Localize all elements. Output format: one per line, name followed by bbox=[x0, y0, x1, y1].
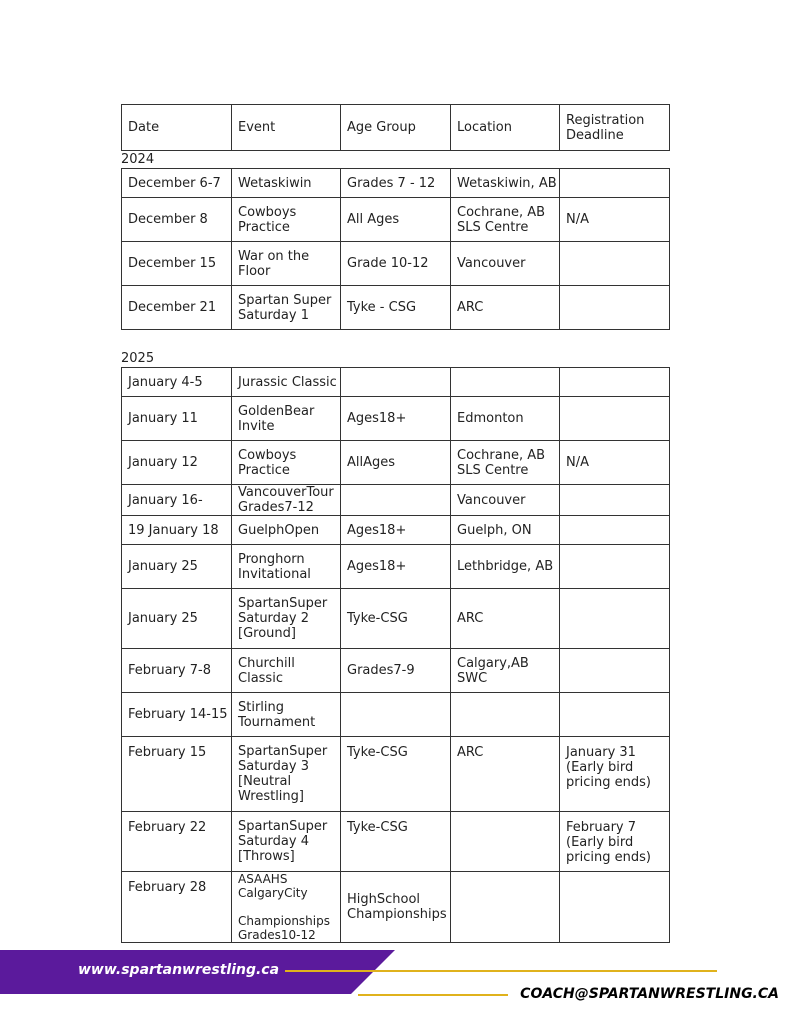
header-age-group: Age Group bbox=[341, 105, 451, 151]
table-2025 bbox=[121, 367, 670, 943]
cell-event: SpartanSuper Saturday 2 [Ground] bbox=[232, 589, 341, 649]
cell-event: Jurassic Classic bbox=[232, 368, 341, 397]
cell-location: Vancouver bbox=[451, 242, 560, 286]
cell-location: Cochrane, AB SLS Centre bbox=[451, 198, 560, 242]
cell-date: January 11 bbox=[122, 397, 232, 441]
cell-age: HighSchool Championships bbox=[341, 872, 451, 943]
year-label-2025: 2025 bbox=[121, 351, 155, 366]
cell-age bbox=[341, 693, 451, 737]
cell-deadline bbox=[560, 649, 670, 693]
cell-deadline bbox=[560, 516, 670, 545]
cell-event: GoldenBear Invite bbox=[232, 397, 341, 441]
cell-deadline bbox=[560, 242, 670, 286]
cell-event: GuelphOpen bbox=[232, 516, 341, 545]
table-row bbox=[122, 589, 670, 649]
cell-event: Wetaskiwin bbox=[232, 169, 341, 198]
cell-date: 19 January 18 bbox=[122, 516, 232, 545]
table-row bbox=[122, 242, 670, 286]
cell-event: Spartan Super Saturday 1 bbox=[232, 286, 341, 330]
table-row bbox=[122, 198, 670, 242]
cell-location: ARC bbox=[451, 286, 560, 330]
cell-location: Edmonton bbox=[451, 397, 560, 441]
cell-location bbox=[451, 368, 560, 397]
cell-deadline bbox=[560, 693, 670, 737]
cell-event: War on the Floor bbox=[232, 242, 341, 286]
table-row bbox=[122, 368, 670, 397]
cell-event: Pronghorn Invitational bbox=[232, 545, 341, 589]
cell-date: February 28 bbox=[122, 872, 232, 943]
cell-location: Lethbridge, AB bbox=[451, 545, 560, 589]
header-event: Event bbox=[232, 105, 341, 151]
cell-event: SpartanSuper Saturday 3 [Neutral Wrestling] bbox=[232, 737, 341, 812]
cell-date: February 15 bbox=[122, 737, 232, 812]
cell-location bbox=[451, 693, 560, 737]
header-registration: Registration Deadline bbox=[560, 105, 670, 151]
cell-deadline bbox=[560, 545, 670, 589]
website-link[interactable]: www.spartanwrestling.ca bbox=[78, 962, 280, 978]
table-row bbox=[122, 441, 670, 485]
cell-event: SpartanSuper Saturday 4 [Throws] bbox=[232, 812, 341, 872]
footer-divider bbox=[358, 994, 508, 996]
table-row bbox=[122, 693, 670, 737]
table-row bbox=[122, 872, 670, 943]
cell-age bbox=[341, 368, 451, 397]
table-row bbox=[122, 737, 670, 812]
cell-event: Cowboys Practice bbox=[232, 198, 341, 242]
cell-age: Tyke-CSG bbox=[341, 737, 451, 812]
cell-age: Grade 10-12 bbox=[341, 242, 451, 286]
cell-deadline bbox=[560, 169, 670, 198]
header-location: Location bbox=[451, 105, 560, 151]
table-row bbox=[122, 545, 670, 589]
cell-event: Cowboys Practice bbox=[232, 441, 341, 485]
cell-age: Ages18+ bbox=[341, 397, 451, 441]
year-label-2024: 2024 bbox=[121, 152, 155, 167]
cell-deadline: January 31 (Early bird pricing ends) bbox=[560, 737, 670, 812]
cell-age: Tyke-CSG bbox=[341, 812, 451, 872]
cell-age: Ages18+ bbox=[341, 545, 451, 589]
cell-deadline: N/A bbox=[560, 441, 670, 485]
cell-date: December 6-7 bbox=[122, 169, 232, 198]
cell-location bbox=[451, 872, 560, 943]
cell-deadline bbox=[560, 872, 670, 943]
cell-age: AllAges bbox=[341, 441, 451, 485]
header-table bbox=[121, 104, 670, 151]
cell-location: Cochrane, AB SLS Centre bbox=[451, 441, 560, 485]
table-row bbox=[122, 485, 670, 516]
cell-location: Calgary,AB SWC bbox=[451, 649, 560, 693]
cell-location bbox=[451, 812, 560, 872]
cell-date: February 7-8 bbox=[122, 649, 232, 693]
cell-event: VancouverTour Grades7-12 bbox=[232, 485, 341, 516]
cell-event: Churchill Classic bbox=[232, 649, 341, 693]
cell-deadline bbox=[560, 485, 670, 516]
cell-event: Stirling Tournament bbox=[232, 693, 341, 737]
cell-age: Tyke - CSG bbox=[341, 286, 451, 330]
cell-date: December 15 bbox=[122, 242, 232, 286]
cell-age: Grades7-9 bbox=[341, 649, 451, 693]
cell-date: January 16- bbox=[122, 485, 232, 516]
footer-divider bbox=[285, 970, 717, 972]
table-row bbox=[122, 286, 670, 330]
cell-deadline bbox=[560, 368, 670, 397]
cell-age: All Ages bbox=[341, 198, 451, 242]
cell-date: January 12 bbox=[122, 441, 232, 485]
cell-location: ARC bbox=[451, 737, 560, 812]
cell-date: January 25 bbox=[122, 545, 232, 589]
table-row bbox=[122, 649, 670, 693]
table-2024 bbox=[121, 168, 670, 330]
cell-deadline: February 7 (Early bird pricing ends) bbox=[560, 812, 670, 872]
cell-date: February 14-15 bbox=[122, 693, 232, 737]
table-row bbox=[122, 169, 670, 198]
cell-event: ASAAHS CalgaryCity Championships Grades10-12 bbox=[232, 872, 341, 943]
table-row bbox=[122, 812, 670, 872]
email-link[interactable]: COACH@SPARTANWRESTLING.CA bbox=[520, 986, 779, 1002]
cell-age bbox=[341, 485, 451, 516]
cell-location: Wetaskiwin, AB bbox=[451, 169, 560, 198]
cell-age: Ages18+ bbox=[341, 516, 451, 545]
cell-date: January 4-5 bbox=[122, 368, 232, 397]
cell-age: Tyke-CSG bbox=[341, 589, 451, 649]
cell-deadline bbox=[560, 589, 670, 649]
table-row bbox=[122, 516, 670, 545]
cell-location: Guelph, ON bbox=[451, 516, 560, 545]
cell-date: December 8 bbox=[122, 198, 232, 242]
header-date: Date bbox=[122, 105, 232, 151]
cell-date: December 21 bbox=[122, 286, 232, 330]
cell-deadline bbox=[560, 397, 670, 441]
cell-date: February 22 bbox=[122, 812, 232, 872]
cell-date: January 25 bbox=[122, 589, 232, 649]
cell-location: Vancouver bbox=[451, 485, 560, 516]
cell-location: ARC bbox=[451, 589, 560, 649]
table-row bbox=[122, 397, 670, 441]
cell-deadline: N/A bbox=[560, 198, 670, 242]
cell-age: Grades 7 - 12 bbox=[341, 169, 451, 198]
cell-deadline bbox=[560, 286, 670, 330]
